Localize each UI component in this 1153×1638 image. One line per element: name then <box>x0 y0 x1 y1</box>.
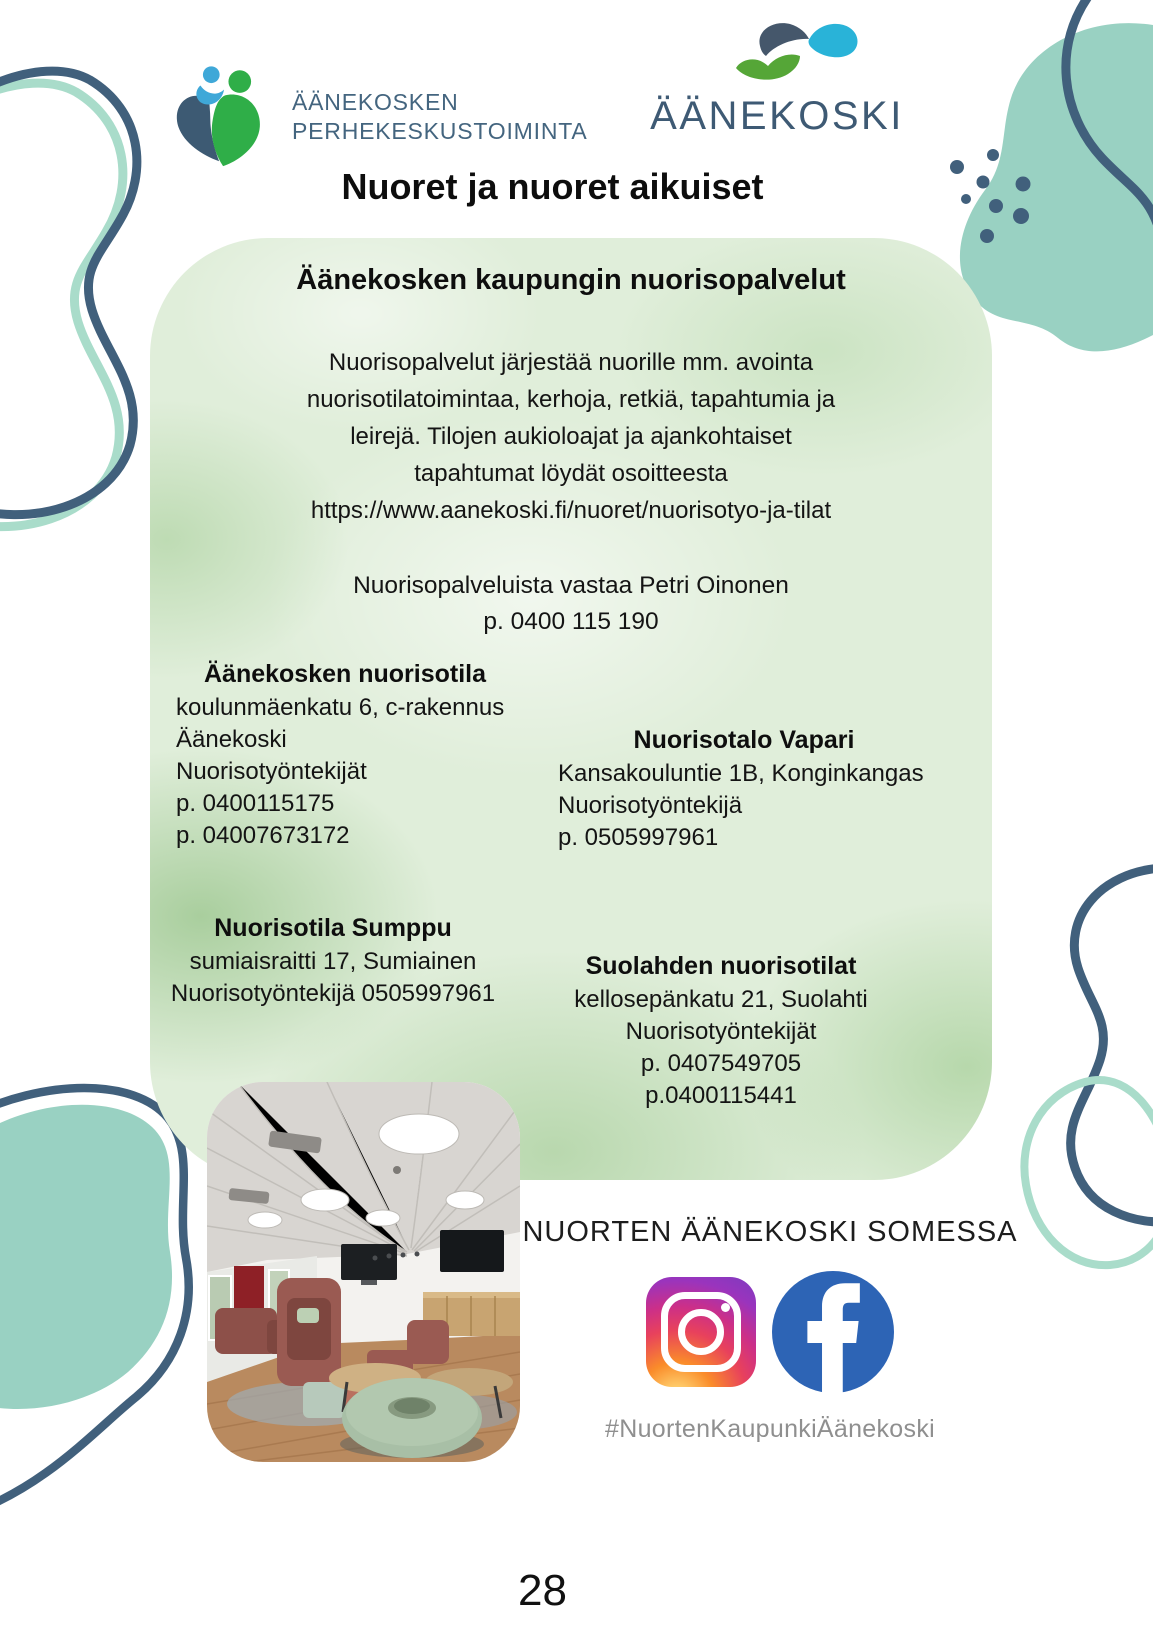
contact-phone: p. 0400 115 190 <box>483 608 659 635</box>
location-detail: Nuorisotyöntekijä 0505997961 <box>170 980 496 1007</box>
contact-line: Nuorisopalveluista vastaa Petri Oinonen <box>353 572 789 599</box>
family-center-name-line1: ÄÄNEKOSKEN <box>292 89 459 115</box>
location-name: Nuorisotalo Vapari <box>633 726 855 754</box>
location-aanekosken-nuorisotila <box>176 658 514 852</box>
services-intro <box>180 344 962 529</box>
location-suolahden-nuorisotilat <box>556 950 886 1112</box>
location-phone: p. 0400115175 <box>176 790 335 817</box>
family-center-name-line2: PERHEKESKUSTOIMINTA <box>292 118 588 144</box>
location-phone: p. 0407549705 <box>640 1050 802 1077</box>
location-name: Äänekosken nuorisotila <box>203 660 487 688</box>
location-nuorisotila-sumppu <box>164 912 502 1010</box>
website-url[interactable]: https://www.aanekoski.fi/nuoret/nuorisotyo-ja-tilat <box>310 497 832 524</box>
family-center-logo-icon <box>168 58 286 174</box>
location-phone: p.0400115441 <box>645 1082 797 1109</box>
location-detail: sumiaisraitti 17, Sumiainen <box>189 948 477 975</box>
location-detail: Äänekoski <box>176 726 287 753</box>
intro-line: Nuorisopalvelut järjestää nuorille mm. avointa <box>328 349 814 376</box>
city-logo-icon <box>698 12 883 96</box>
location-name: Suolahden nuorisotilat <box>585 952 857 980</box>
location-detail: Nuorisotyöntekijä <box>558 792 743 819</box>
page-title: Nuoret ja nuoret aikuiset <box>341 166 764 207</box>
top-left-mint-outline <box>0 83 123 527</box>
location-name: Nuorisotila Sumppu <box>214 914 452 942</box>
right-slate-curve <box>1071 868 1153 1222</box>
intro-line: tapahtumat löydät osoitteesta <box>414 460 728 487</box>
intro-line: leirejä. Tilojen aukioloajat ja ajankohtaiset <box>350 423 792 450</box>
instagram-lens <box>678 1309 724 1355</box>
location-phone: p. 04007673172 <box>176 822 350 849</box>
location-nuorisotalo-vapari <box>558 724 930 854</box>
bottom-left-teal-blob <box>0 1105 172 1409</box>
social-section <box>520 1216 1020 1444</box>
facebook-icon[interactable] <box>772 1271 894 1393</box>
contact-person <box>150 568 992 640</box>
instagram-icon[interactable] <box>646 1277 756 1387</box>
family-center-logo-text <box>292 88 588 146</box>
page-number: 28 <box>518 1566 567 1615</box>
instagram-flash-dot <box>721 1303 730 1312</box>
youth-space-photo <box>207 1082 520 1462</box>
bottom-right-mint-outline <box>1024 1080 1153 1265</box>
social-hashtag: #NuortenKaupunkiÄänekoski <box>605 1415 935 1443</box>
services-card <box>150 238 992 1180</box>
services-card-heading: Äänekosken kaupungin nuorisopalvelut <box>296 264 846 296</box>
city-logo-text: ÄÄNEKOSKI <box>650 94 904 138</box>
intro-line: nuorisotilatoimintaa, kerhoja, retkiä, tapahtumia ja <box>306 386 836 413</box>
location-detail: Nuorisotyöntekijät <box>176 758 367 785</box>
location-detail: kellosepänkatu 21, Suolahti <box>574 986 868 1013</box>
location-detail: koulunmäenkatu 6, c-rakennus <box>176 694 505 721</box>
location-detail: Kansakouluntie 1B, Konginkangas <box>558 760 924 787</box>
location-phone: p. 0505997961 <box>558 824 719 851</box>
social-heading: NUORTEN ÄÄNEKOSKI SOMESSA <box>522 1216 1018 1248</box>
location-detail: Nuorisotyöntekijät <box>625 1018 817 1045</box>
social-icons <box>520 1271 1020 1393</box>
photo-illustration <box>207 1082 520 1462</box>
